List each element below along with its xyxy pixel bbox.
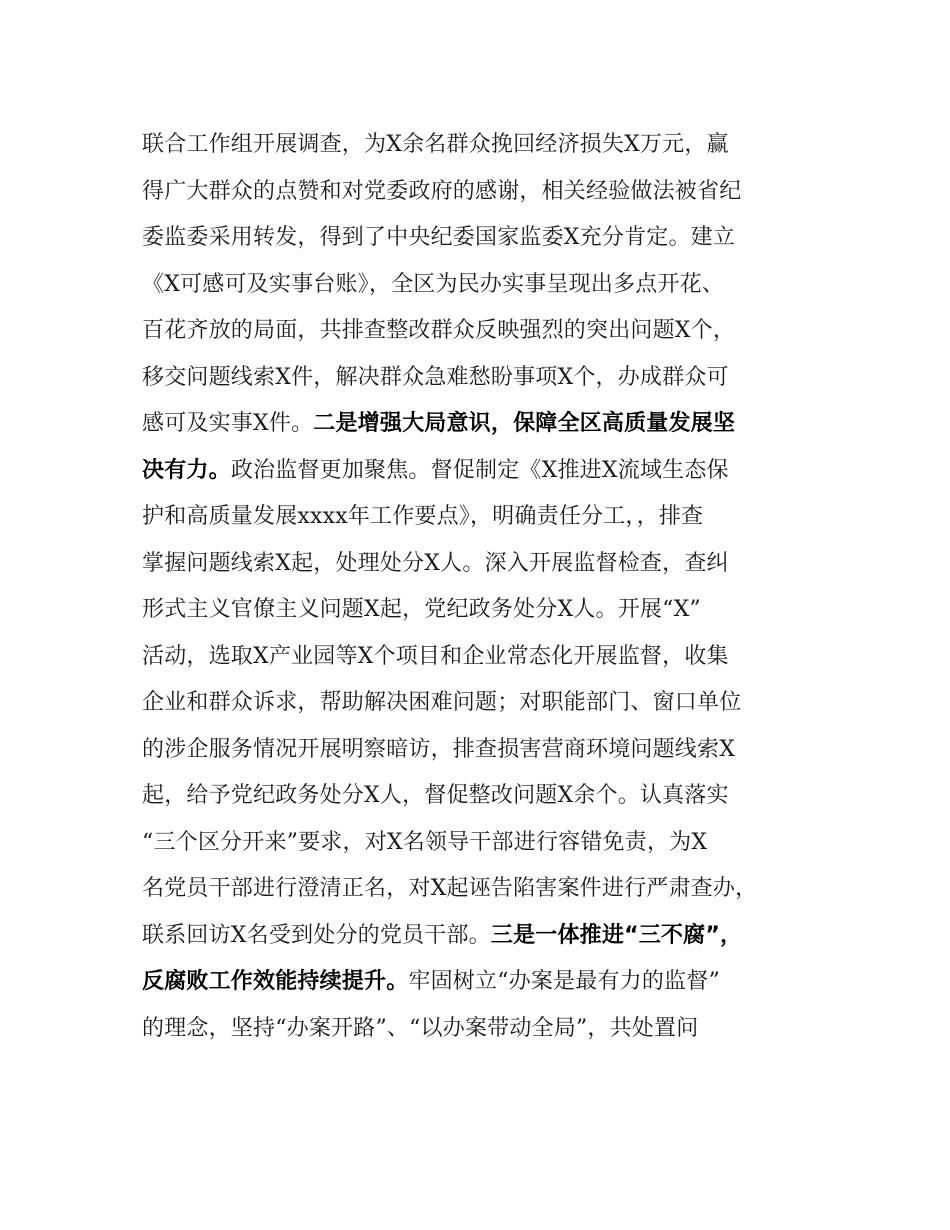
- text-line-1: [142, 122, 842, 169]
- section-heading-3: 三是一体推进“三不腐”，: [490, 922, 743, 948]
- text-run: 活动，选取X产业园等X个项目和企业常态化开展监督，收集: [142, 643, 729, 669]
- text-run: 牢固树立“办案是最有力的监督”: [408, 969, 720, 994]
- text-line-17: [142, 866, 842, 913]
- text-line-11: [142, 587, 842, 634]
- text-line-8: [142, 448, 842, 495]
- text-line-3: [142, 215, 842, 262]
- text-line-6: [142, 355, 842, 402]
- section-heading-3-cont: 反腐败工作效能持续提升。: [142, 969, 409, 994]
- section-heading-2-cont: 决有力。: [142, 457, 231, 483]
- text-line-19: [142, 959, 842, 1006]
- text-line-2: [142, 169, 842, 216]
- text-run: 护和高质量发展xxxx年工作要点》，明确责任分工，，排查: [142, 504, 704, 529]
- body-text: [142, 122, 842, 1052]
- text-line-20: [142, 1006, 842, 1053]
- text-line-16: [142, 820, 842, 867]
- section-heading-2: 二是增强大局意识，保障全区高质量发展坚: [313, 411, 736, 436]
- text-run: 政治监督更加聚焦。督促制定《X推进X流域生态保: [230, 457, 729, 483]
- text-run: 委监委采用转发，得到了中央纪委国家监委X充分肯定。建立: [142, 225, 736, 250]
- text-run: 形式主义官僚主义问题X起，党纪政务处分X人。开展“X”: [142, 597, 701, 622]
- text-line-4: [142, 262, 842, 309]
- text-line-12: [142, 634, 842, 681]
- text-line-13: [142, 680, 842, 727]
- text-run: 感可及实事X件。: [142, 411, 314, 436]
- text-line-10: [142, 541, 842, 588]
- text-run: 百花齐放的局面，共排查整改群众反映强烈的突出问题X个，: [142, 318, 736, 343]
- text-line-5: [142, 308, 842, 355]
- text-run: 移交问题线索X件，解决群众急难愁盼事项X个，办成群众可: [142, 364, 729, 390]
- text-run: “三个区分开来”要求，对X名领导干部进行容错免责，为X: [142, 829, 708, 855]
- text-line-15: [142, 773, 842, 820]
- text-run: 起，给予党纪政务处分X人，督促整改问题X余个。认真落实: [142, 783, 729, 808]
- text-run: 名党员干部进行澄清正名，对X起诬告陷害案件进行严肃查办，: [142, 876, 758, 901]
- text-line-9: [142, 494, 842, 541]
- text-run: 联合工作组开展调查，为X余名群众挽回经济损失X万元，赢: [142, 132, 729, 157]
- text-run: 企业和群众诉求，帮助解决困难问题；对职能部门、窗口单位: [142, 690, 742, 715]
- text-line-18: [142, 913, 842, 960]
- text-run: 的理念，坚持“办案开路”、“以办案带动全局”，共处置问: [142, 1015, 699, 1041]
- text-run: 《X可感可及实事台账》，全区为民办实事呈现出多点开花、: [142, 271, 725, 297]
- text-run: 得广大群众的点赞和对党委政府的感谢，相关经验做法被省纪: [142, 178, 742, 204]
- text-run: 的涉企服务情况开展明察暗访，排查损害营商环境问题线索X: [142, 736, 736, 762]
- text-line-14: [142, 727, 842, 774]
- text-line-7: [142, 401, 842, 448]
- text-run: 联系回访X名受到处分的党员干部。: [142, 922, 491, 948]
- text-run: 掌握问题线索X起，处理处分X人。深入开展监督检查，查纠: [142, 550, 729, 576]
